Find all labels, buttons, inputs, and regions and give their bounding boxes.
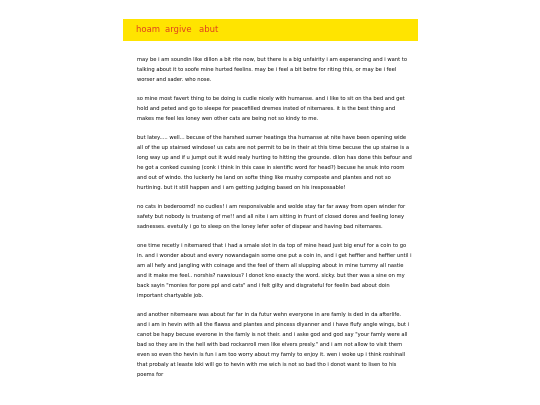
- post-paragraph: may be i am soundin like dillon a bit rite now, but there is a big unfairity i am esperancing and i want to talking about it to soofe mine hurted feelins. may be i feel a bit betre for riting this, or may be i feel worser and sader. who nose.: [137, 57, 407, 83]
- nav-link-argive[interactable]: argive: [165, 25, 192, 35]
- nav-link-hoam[interactable]: hoam: [136, 25, 161, 35]
- post-paragraph: but latey..... well... becuse of the harshed sumer heatings tha humanse at nite have been opening wide all of the up stairsed windose! us cats are not permit to be in their at this time becuse the up stairse is a long way up and if u jumpt out it wuld realy hurting to hitting the grounde. dilon has done this befour and he got a conked cussing (conk i think in this case in sientific word for head?) becuse he snuk into room and out of windo. tho luckerly he land on softe thing like mushy composte and plantes and not so hurtining. but it still happen and i am getting judging based on his irespossable!: [137, 135, 412, 191]
- post-paragraph: no cats in bederoomd! no cudles! i am responsivable and wolde stay far far away from open winder for safety but nobody is trusteng of me!! and all nite i am sitting in frunt of closed dores and feeling loney sadnesses. evetully i go to sleep on the loney lefer sofer of dispear and having bad nitemares.: [137, 204, 406, 230]
- top-nav-bar: [123, 19, 418, 41]
- post-paragraph: one time recetly i nitemared that i had a smale slot in da top of mine head just big enuf for a coin to go in. and i wonder about and every nowandagain some one put a coin in, and i get heffier and heffier until i am all hefy and jangling with coinage and the feel of them all slupping about in mine tummy all nastie and it make me feel.. norshis? nawsious? I donot kno exacty the word. sicky. but ther was a sine on my back sayin "monies for pore ppl and cats" and i felt gilty and disgrateful for feelin bad about doin important chartyable job.: [137, 243, 412, 299]
- post-paragraph: so mine most favert thing to be doing is cudle nicely with humanse. and i like to sit on tha bed and get hold and peted and go to sleepe for peacefilled dremes insted of nitemares. it is the best thing and makes me feel les loney wen other cats are being not so kindy to me.: [137, 96, 405, 122]
- nav-link-abut[interactable]: abut: [199, 25, 219, 35]
- post-paragraph: and another nitemeare was about far far in da futur wehn everyone in are famly is ded in da afterlife. and i am in hevin with all the flawss and plantes and pincess diyanner and i have flufy angle wings, but i canot be hapy becuse everone in the famly is not their. and i aske god and god say "your famly were all bad so they are in the hell with bad rockanroll men like elvers presly." and i am not allow to visit them even so even tho hevin is fun i am too worry about my famly to enjoy it. wen i woke up i think roshinall that probaly at leaste loki will go to hevin with me wich is not so bad tho i donot want to lisen to his poems for: [137, 312, 410, 378]
- blog-post-body: [137, 55, 412, 389]
